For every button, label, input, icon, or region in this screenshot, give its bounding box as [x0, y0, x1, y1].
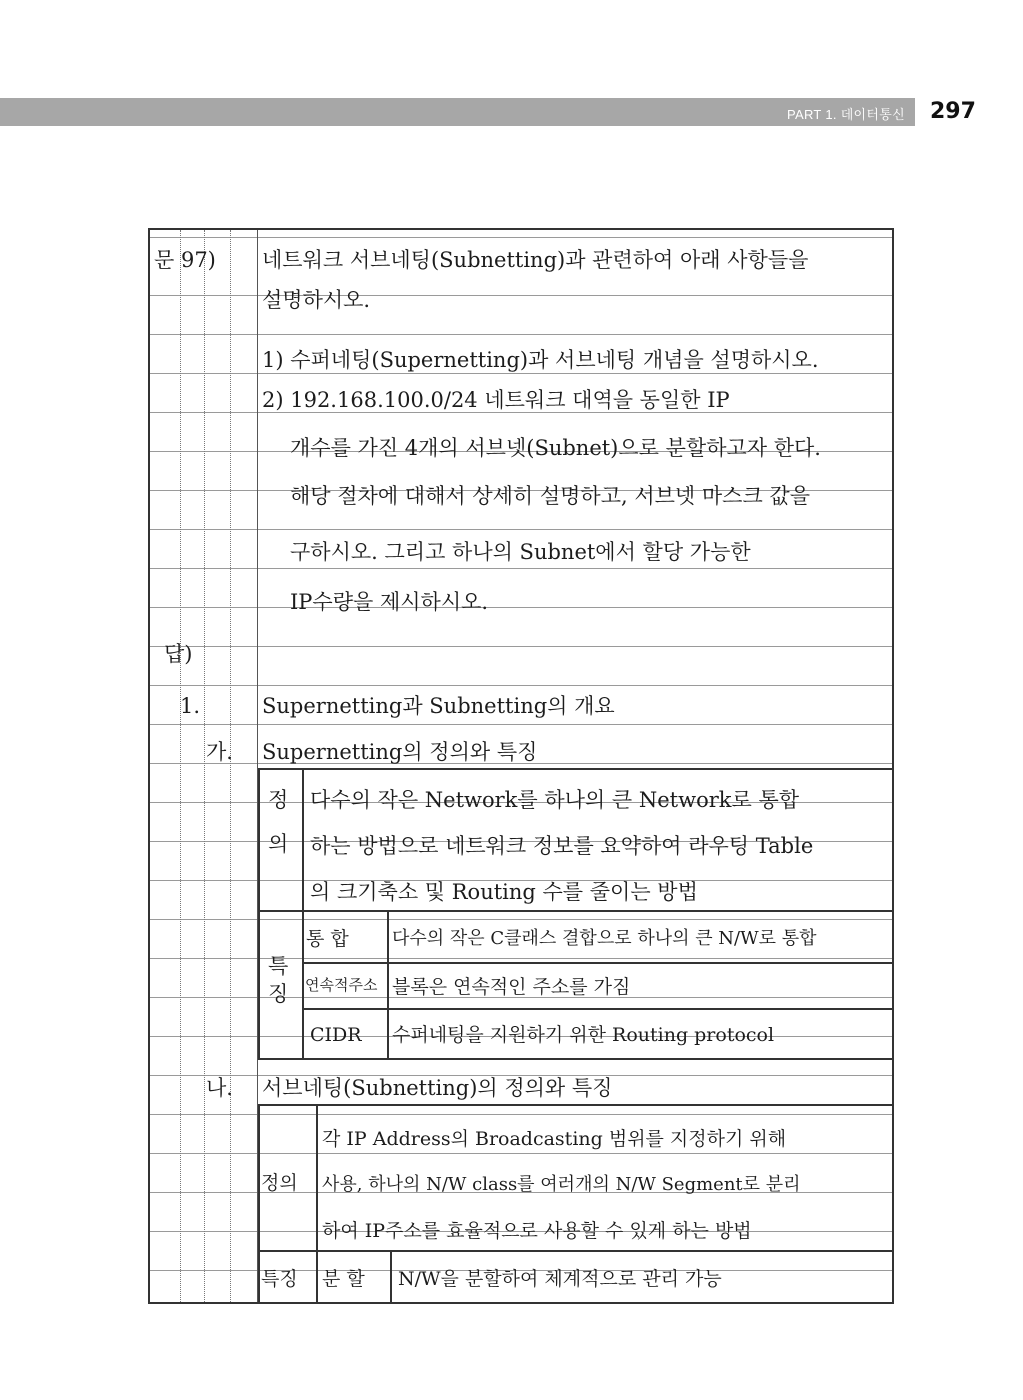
feature-name: 분 할	[322, 1268, 365, 1290]
table-border	[302, 962, 894, 964]
margin-line	[204, 230, 205, 1302]
definition-line: 각 IP Address의 Broadcasting 범위를 지정하기 위해	[322, 1128, 787, 1150]
question-line: 네트워크 서브네팅(Subnetting)과 관련하여 아래 사항들을	[262, 248, 809, 272]
table-border	[258, 768, 260, 1060]
table-border	[258, 1058, 894, 1060]
table-border	[316, 1104, 318, 1304]
feature-desc: 다수의 작은 C클래스 결합으로 하나의 큰 N/W로 통합	[392, 928, 817, 949]
margin-line	[230, 230, 231, 1302]
subsection-title: Supernetting의 정의와 특징	[262, 740, 538, 764]
table-border	[302, 1008, 894, 1010]
definition-label: 정의	[261, 1172, 298, 1194]
answer-label: 답)	[164, 642, 193, 666]
subsection-number: 나.	[206, 1076, 233, 1100]
feature-desc: N/W을 분할하여 체계적으로 관리 가능	[398, 1268, 722, 1290]
feature-label: 징	[268, 982, 289, 1006]
question-line: 해당 절차에 대해서 상세히 설명하고, 서브넷 마스크 값을	[290, 484, 810, 508]
section-title: Supernetting과 Subnetting의 개요	[262, 694, 615, 718]
definition-line: 하여 IP주소를 효율적으로 사용할 수 있게 하는 방법	[322, 1220, 752, 1242]
question-line: 구하시오. 그리고 하나의 Subnet에서 할당 가능한	[290, 540, 751, 564]
definition-label: 의	[268, 832, 289, 856]
question-line: IP수량을 제시하시오.	[290, 590, 489, 614]
question-line: 개수를 가진 4개의 서브넷(Subnet)으로 분할하고자 한다.	[290, 436, 821, 460]
feature-name: 연속적주소	[305, 976, 378, 994]
header-part-title: PART 1. 데이터통신	[787, 107, 905, 122]
answer-sheet	[148, 228, 894, 1304]
table-border	[258, 768, 894, 770]
definition-label: 정	[268, 788, 289, 812]
question-label: 문 97)	[154, 248, 216, 272]
subsection-number: 가.	[206, 740, 233, 764]
table-border	[390, 1250, 392, 1304]
subsection-title: 서브네팅(Subnetting)의 정의와 특징	[262, 1076, 613, 1100]
question-line: 1) 수퍼네팅(Supernetting)과 서브네팅 개념을 설명하시오.	[262, 348, 819, 372]
question-line: 2) 192.168.100.0/24 네트워크 대역을 동일한 IP	[262, 388, 730, 412]
table-border	[258, 1250, 894, 1252]
feature-label: 특징	[261, 1268, 298, 1290]
table-border	[387, 910, 389, 1060]
definition-line: 사용, 하나의 N/W class를 여러개의 N/W Segment로 분리	[322, 1174, 801, 1195]
definition-line: 하는 방법으로 네트워크 정보를 요약하여 라우팅 Table	[310, 834, 814, 858]
page-number: 297	[930, 99, 976, 124]
feature-label: 특	[268, 954, 289, 978]
feature-name: CIDR	[310, 1024, 362, 1046]
feature-name: 통 합	[306, 928, 349, 950]
margin-line	[180, 230, 181, 1302]
question-line: 설명하시오.	[262, 288, 371, 312]
definition-line: 다수의 작은 Network를 하나의 큰 Network로 통합	[310, 788, 800, 812]
header-bar	[0, 98, 915, 126]
table-border	[258, 910, 894, 912]
feature-desc: 블록은 연속적인 주소를 가짐	[392, 976, 631, 998]
section-number: 1.	[180, 694, 201, 718]
table-border	[302, 768, 304, 1060]
table-border	[258, 1104, 260, 1304]
table-border	[258, 1104, 894, 1106]
feature-desc: 수퍼네팅을 지원하기 위한 Routing protocol	[392, 1024, 775, 1046]
definition-line: 의 크기축소 및 Routing 수를 줄이는 방법	[310, 880, 698, 904]
